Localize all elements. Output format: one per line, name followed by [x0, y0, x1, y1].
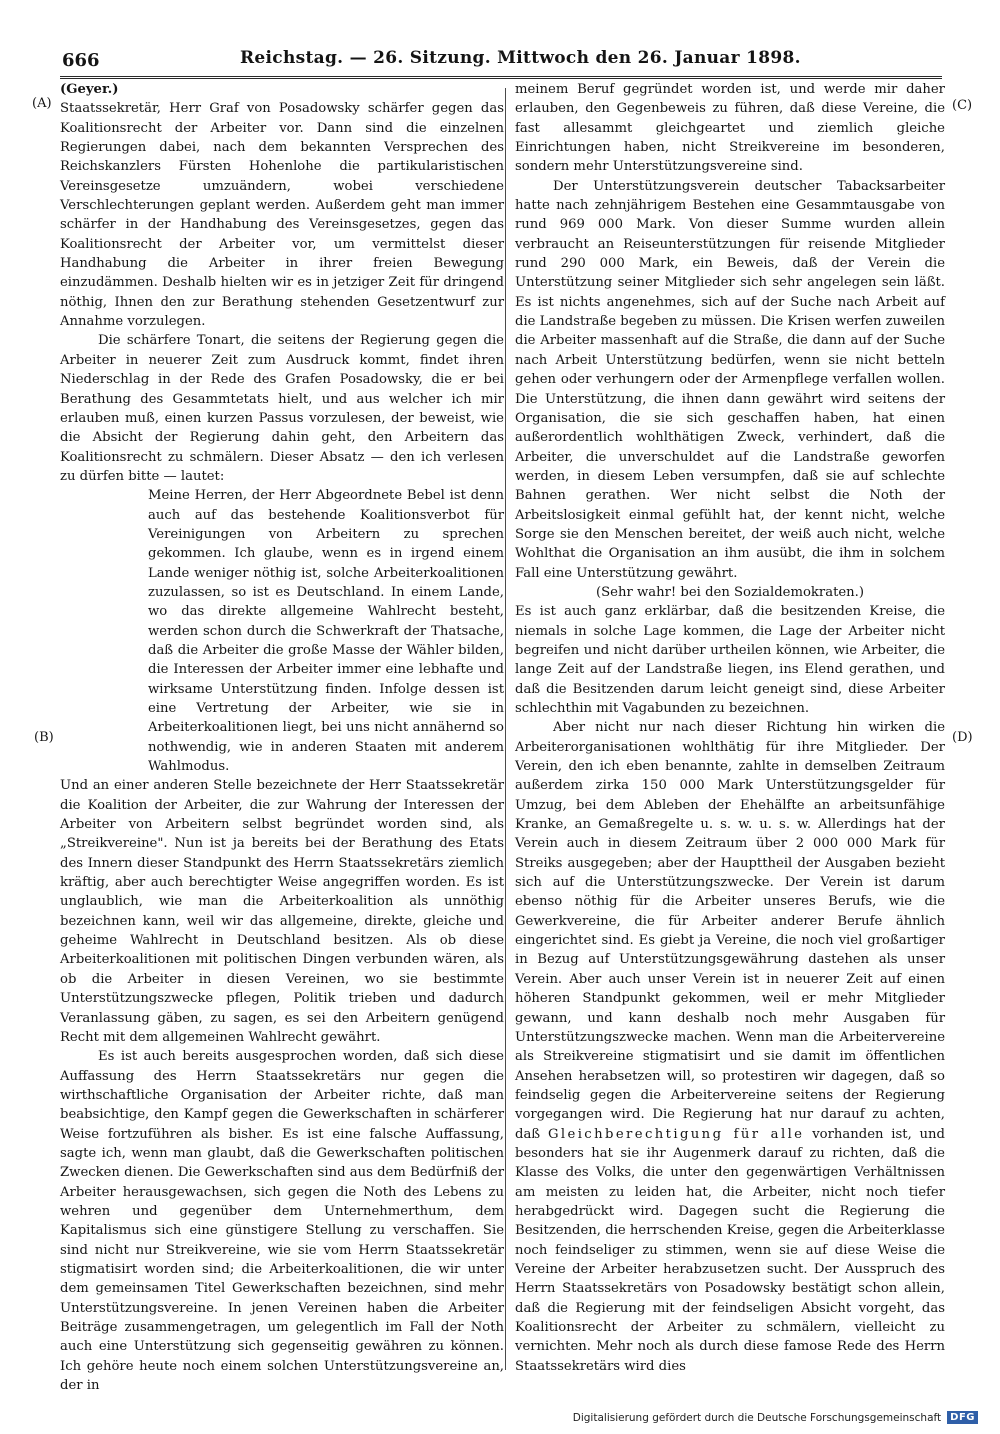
margin-mark-d: (D) — [952, 730, 973, 745]
left-paragraph-4: Es ist auch bereits ausgesprochen worden, daß sich diese Auffassung des Herrn Staatssekretärs nur gegen die wirthschaftliche Organisation der Arbeiter richte, daß man beabsichtige, den Kampf gegen die Gewerkschaften in schärferer Weise fortzuführen als bisher. Es ist eine falsche Auffassung, sagte ich, wenn man glaubt, daß die Gewerkschaften politischen Zwecken dienen. Die Gewerkschaften sind aus dem Bedürfniß der Arbeiter herausgewachsen, sich gegen die Noth des Lebens zu wehren und gegenüber dem Unternehmerthum, dem Kapitalismus sich eine günstigere Stellung zu verschaffen. Sie sind nicht nur Streikvereine, wie sie vom Herrn Staatssekretär stigmatisirt worden sind; die Arbeiterkoalitionen, die wir unter dem gemeinsamen Titel Gewerkschaften bezeichnen, sind mehr Unterstützungsvereine. In jenen Vereinen haben die Arbeiter Beiträge zusammengetragen, um gelegentlich im Fall der Noth auch eine Unterstützung sich gegenseitig gewähren zu können. Ich gehöre heute noch einem solchen Unterstützungsvereine an, der in — [60, 1049, 504, 1394]
left-paragraph-3: Und an einer anderen Stelle bezeichnete der Herr Staatssekretär die Koalition der Arbeiter, die zur Wahrung der Interessen der Arbeiter von Arbeitern selbst begründet worden sind, als „Streikvereine". Nun ist ja bereits bei der Berathung des Etats des Innern dieser Standpunkt des Herrn Staatssekretärs ziemlich kräftig, aber auch berechtigter Weise angegriffen worden. Es ist unglaublich, wie man die Arbeiterkoalition als unnöthig bezeichnen kann, weil wir das allgemeine, direkte, gleiche und geheime Wahlrecht in Deutschland besitzen. Als ob diese Arbeiterkoalitionen mit politischen Dingen verbunden wären, als ob die Arbeiter in diesen Vereinen, wo sie bestimmte Unterstützungszwecke pflegen, Politik trieben und dadurch Veranlassung gäben, zu sagen, es sei den Arbeitern genügend Recht mit dem allgemeinen Wahlrecht gewährt. — [60, 778, 504, 1045]
margin-mark-a: (A) — [32, 96, 52, 111]
right-paragraph-4 — [515, 718, 945, 1376]
interjection: (Sehr wahr! bei den Sozialdemokraten.) — [596, 584, 864, 600]
header-rule — [60, 76, 942, 79]
speaker-label: (Geyer.) — [60, 82, 119, 97]
margin-mark-c: (C) — [952, 98, 973, 113]
block-quote: Meine Herren, der Herr Abgeordnete Bebel ist denn auch auf das bestehende Koalitionsverbot für Vereinigungen von Arbeitern zu sprechen gekommen. Ich glaube, wenn es in irgend einem Lande weniger nöthig ist, solche Arbeiterkoalitionen zuzulassen, so ist es Deutschland. In einem Lande, wo das direkte allgemeine Wahlrecht besteht, werden schon durch die Schwerkraft der Thatsache, daß die Arbeiter die große Masse der Wähler bilden, die Interessen der Arbeiter immer eine lebhafte und wirksame Unterstützung finden. Infolge dessen ist eine Vertretung der Arbeiter, wie sie in Arbeiterkoalitionen liegt, bei uns nicht annähernd so nothwendig, wie in anderen Staaten mit anderem Wahlmodus. — [148, 488, 504, 775]
right-paragraph-3: Es ist auch ganz erklärbar, daß die besitzenden Kreise, die niemals in solche Lage kommen, die Lage der Arbeiter nicht begreifen und nicht darüber urtheilen können, wie Arbeiter, die lange Zeit auf der Landstraße liegen, ins Elend gerathen, und daß die Besitzenden darum leicht geneigt sind, diese Arbeiter schlechthin mit Vagabunden zu bezeichnen. — [515, 604, 945, 716]
right-paragraph-1: meinem Beruf gegründet worden ist, und werde mir daher erlauben, den Gegenbeweis zu führen, daß diese Vereine, die fast allesammt gleichgeartet und ziemlich gleiche Einrichtungen haben, nicht Streikvereine im besonderen, sondern mehr Unterstützungsvereine sind. — [515, 82, 945, 175]
page-number: 666 — [62, 50, 100, 71]
right-paragraph-4-start: Aber nicht nur nach dieser Richtung hin wirken die Arbeiterorganisationen wohlthätig für ihre Mitglieder. Der Verein, den ich eben benannte, zahlte in demselben Zeitraum außerdem zirka 150 000 Mark Unterstützungsgelder für Umzug, bei dem Ableben der Ehehälfte an arbeitsunfähige Kranke, an Gemaßregelte u. s. w. u. s. w. Allerdings hat der Verein auch in diesem Zeitraum über 2 000 000 Mark für Streiks ausgegeben; aber der Haupttheil der Ausgaben bezieht sich auf die Unterstützungszwecke. Der Verein ist darum ebenso nöthig für die Arbeiter unseres Berufs, wie die Gewerkvereine, die für Arbeiter anderer Berufe ähnlich eingerichtet sind. Es giebt ja Vereine, die noch viel großartiger in Bezug auf Unterstützungsgewährung dastehen als unser Verein. Aber auch unser Verein ist in neuerer Zeit auf einen höheren Standpunkt gekommen, weil er mehr Mitglieder gewann, und kann deshalb noch mehr Ausgaben für Unterstützungszwecke machen. Wenn man die Arbeitervereine als Streikvereine stigmatisirt und sie damit im öffentlichen Ansehen herabsetzen will, so protestiren wir dagegen, daß so feindselig gegen die Arbeitervereine seitens der Regierung vorgegangen wird. Die Regierung hat nur darauf zu achten, daß — [515, 720, 945, 1142]
dfg-logo: DFG — [947, 1411, 978, 1424]
right-column — [515, 80, 945, 1376]
margin-mark-b: (B) — [34, 730, 54, 745]
right-paragraph-4-end: vorhanden ist, und besonders hat sie ihr Augenmerk darauf zu richten, daß die Klasse des Volks, die unter den gegenwärtigen Verhältnissen am meisten zu leiden hat, die Arbeiter, nicht noch tiefer herabgedrückt wird. Dagegen sucht die Regierung die Besitzenden, die herrschenden Kreise, gegen die Arbeiterklasse noch feindseliger zu stimmen, wenn sie auf diese Weise die Vereine der Arbeiter herabzusetzen sucht. Der Ausspruch des Herrn Staatssekretärs von Posadowsky bestätigt schon allein, daß die Regierung mit der feindseligen Absicht vorgeht, das Koalitionsrecht der Arbeiter zu schmälern, vielleicht zu vernichten. Mehr noch als durch diese famose Rede des Herrn Staatssekretärs wird dies — [515, 1126, 945, 1374]
right-paragraph-2: Der Unterstützungsverein deutscher Tabacksarbeiter hatte nach zehnjährigem Bestehen eine Gesammtausgabe von rund 969 000 Mark. Von dieser Summe wurden allein verbraucht an Reiseunterstützungen für reisende Mitglieder rund 290 000 Mark, ein Beweis, daß der Verein die Unterstützung seiner Mitglieder sich sehr angelegen sein läßt. Es ist nichts angenehmes, sich auf der Suche nach Arbeit auf die Landstraße begeben zu müssen. Die Krisen werfen zuweilen die Arbeiter massenhaft auf die Straße, die dann auf der Suche nach Arbeit Unterstützung bedürfen, wenn sie nicht betteln gehen oder verhungern oder der Armenpflege verfallen wollen. Die Unterstützung, die ihnen dann gewährt wird seitens der Organisation, die sie sich geschaffen haben, hat einen außerordentlich wohlthätigen Zweck, verhindert, daß die Arbeiter, die unverschuldet auf die Landstraße geworfen werden, in diesem Leben versumpfen, daß sie auf schlechte Bahnen gerathen. Wer nicht selbst die Noth der Arbeitslosigkeit einmal gefühlt hat, der kennt nicht, welche Sorge sie den Menschen bereitet, der weiß auch nicht, welche Wohlthat die Organisation an ihm ausübt, die ihm in solchem Fall eine Unterstützung gewährt. — [515, 178, 945, 581]
running-head: Reichstag. — 26. Sitzung. Mittwoch den 26. Januar 1898. — [240, 48, 801, 68]
footer — [573, 1411, 978, 1424]
spaced-emphasis: Gleichberechtigung für alle — [547, 1126, 805, 1142]
column-rule — [505, 88, 506, 1370]
left-column — [60, 80, 504, 1395]
left-paragraph-1: Staatssekretär, Herr Graf von Posadowsky schärfer gegen das Koalitionsrecht der Arbeiter vor. Dann sind die einzelnen Regierungen dabei, nach dem bekannten Versprechen des Reichskanzlers Fürsten Hohenlohe die partikularistischen Vereinsgesetze umzuändern, wobei verschiedene Verschlechterungen geplant werden. Außerdem geht man immer schärfer in der Handhabung des Vereinsgesetzes, gegen das Koalitionsrecht der Arbeiter vor, um vermittelst dieser Handhabung die Arbeiter in ihrer freien Bewegung einzudämmen. Deshalb hielten wir es in jetziger Zeit für dringend nöthig, Ihnen den zur Berathung stehenden Gesetzentwurf zur Annahme vorzulegen. — [60, 101, 504, 330]
footer-credit: Digitalisierung gefördert durch die Deutsche Forschungsgemeinschaft — [572, 1411, 942, 1424]
left-paragraph-2: Die schärfere Tonart, die seitens der Regierung gegen die Arbeiter in neuerer Zeit zum Ausdruck kommt, findet ihren Niederschlag in der Rede des Grafen Posadowsky, die er bei Berathung des Gesammtetats hielt, und aus welcher ich mir erlauben muß, einen kurzen Passus vorzulesen, der beweist, wie die Absicht der Regierung dahin geht, den Arbeitern das Koalitionsrecht zu schmälern. Dieser Absatz — den ich verlesen zu dürfen bitte — lautet: — [60, 333, 504, 484]
